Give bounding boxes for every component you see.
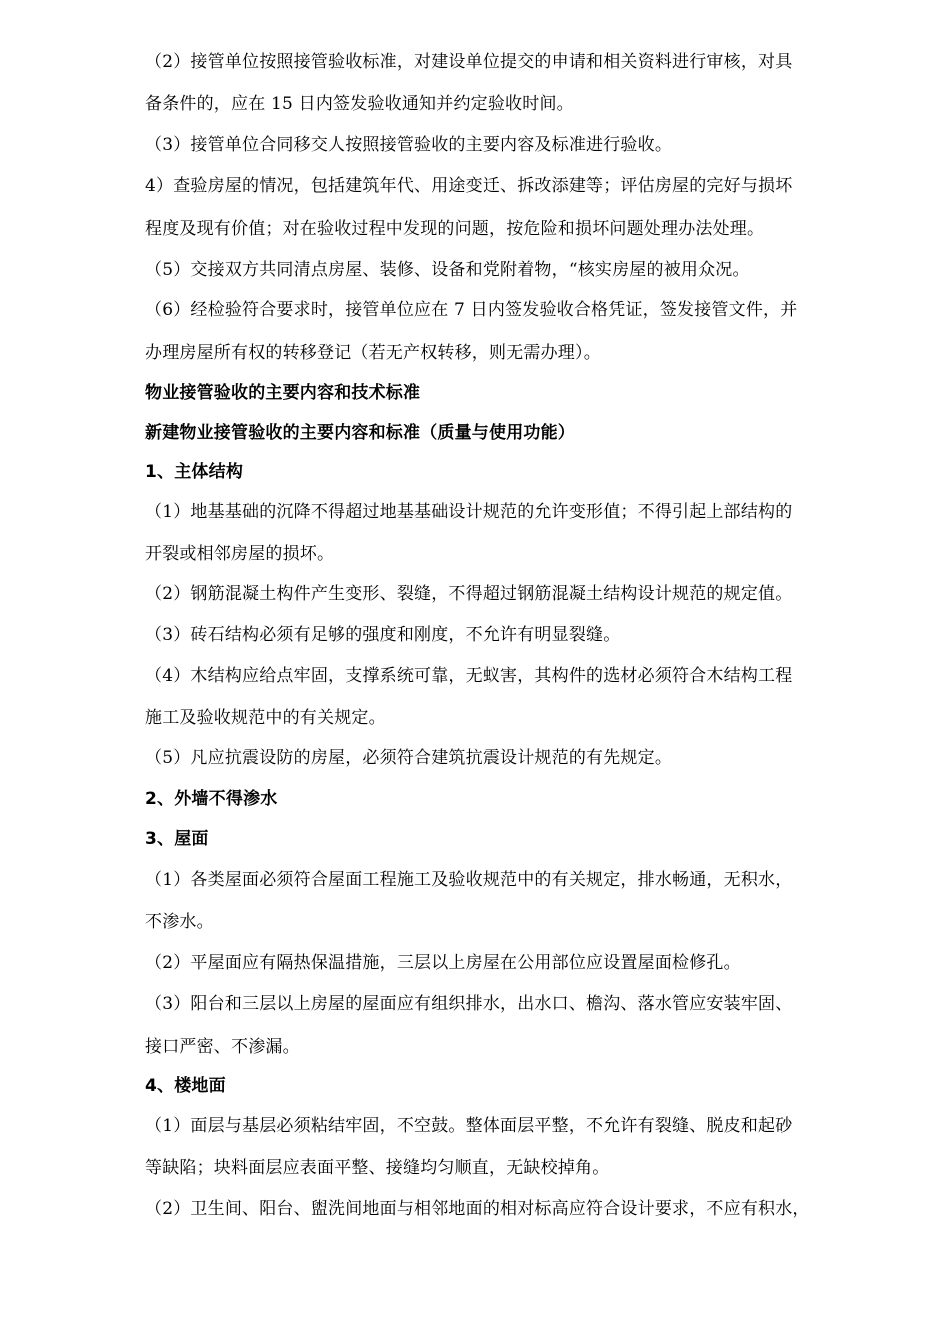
paragraph-line: 程度及现有价值；对在验收过程中发现的问题，按危险和损坏问题处理办法处理。 [145, 219, 765, 239]
subsection-heading: 4、楼地面 [145, 1076, 226, 1096]
paragraph-line: （3）接管单位合同移交人按照接管验收的主要内容及标准进行验收。 [145, 135, 673, 155]
paragraph-line: （6）经检验符合要求时，接管单位应在 7 日内签发验收合格凭证，签发接管文件，并 [145, 300, 798, 320]
paragraph-line: （4）木结构应给点牢固，支撑系统可靠，无蚁害，其构件的选材必须符合木结构工程 [145, 666, 793, 686]
paragraph-line: （2）接管单位按照接管验收标准，对建设单位提交的申请和相关资料进行审核，对具 [145, 52, 793, 72]
paragraph-line: 施工及验收规范中的有关规定。 [145, 708, 386, 728]
paragraph-line: 接口严密、不渗漏。 [145, 1037, 300, 1057]
paragraph-line: （2）钢筋混凝土构件产生变形、裂缝，不得超过钢筋混凝土结构设计规范的规定值。 [145, 584, 793, 604]
paragraph-line: （1）各类屋面必须符合屋面工程施工及验收规范中的有关规定，排水畅通，无积水， [145, 870, 793, 890]
paragraph-line: 4）查验房屋的情况，包括建筑年代、用途变迁、拆改添建等；评估房屋的完好与损坏 [145, 176, 793, 196]
paragraph-line: 不渗水。 [145, 912, 214, 932]
paragraph-line: （5）凡应抗震设防的房屋，必须符合建筑抗震设计规范的有先规定。 [145, 748, 673, 768]
paragraph-line: （2）平屋面应有隔热保温措施，三层以上房屋在公用部位应设置屋面检修孔。 [145, 953, 741, 973]
paragraph-line: （1）面层与基层必须粘结牢固，不空鼓。整体面层平整，不允许有裂缝、脱皮和起砂 [145, 1116, 793, 1136]
section-heading: 新建物业接管验收的主要内容和标准（质量与使用功能） [145, 423, 575, 443]
paragraph-line: 等缺陷；块料面层应表面平整、接缝均匀顺直，无缺校掉角。 [145, 1158, 610, 1178]
paragraph-line: 开裂或相邻房屋的损坏。 [145, 544, 335, 564]
section-heading: 物业接管验收的主要内容和技术标准 [145, 383, 421, 403]
paragraph-line: （2）卫生间、阳台、盥洗间地面与相邻地面的相对标高应符合设计要求，不应有积水， [145, 1199, 810, 1219]
paragraph-line: （1）地基基础的沉降不得超过地基基础设计规范的允许变形值；不得引起上部结构的 [145, 502, 793, 522]
subsection-heading: 2、外墙不得渗水 [145, 789, 278, 809]
subsection-heading: 1、主体结构 [145, 462, 244, 482]
paragraph-line: 办理房屋所有权的转移登记（若无产权转移，则无需办理）。 [145, 343, 601, 363]
paragraph-line: （3）砖石结构必须有足够的强度和刚度，不允许有明显裂缝。 [145, 625, 621, 645]
paragraph-line: （3）阳台和三层以上房屋的屋面应有组织排水，出水口、檐沟、落水管应安装牢固、 [145, 994, 793, 1014]
paragraph-line: （5）交接双方共同清点房屋、装修、设备和党附着物，“核实房屋的被用众况。 [145, 260, 750, 280]
subsection-heading: 3、屋面 [145, 829, 209, 849]
paragraph-line: 备条件的，应在 15 日内签发验收通知并约定验收时间。 [145, 94, 574, 114]
